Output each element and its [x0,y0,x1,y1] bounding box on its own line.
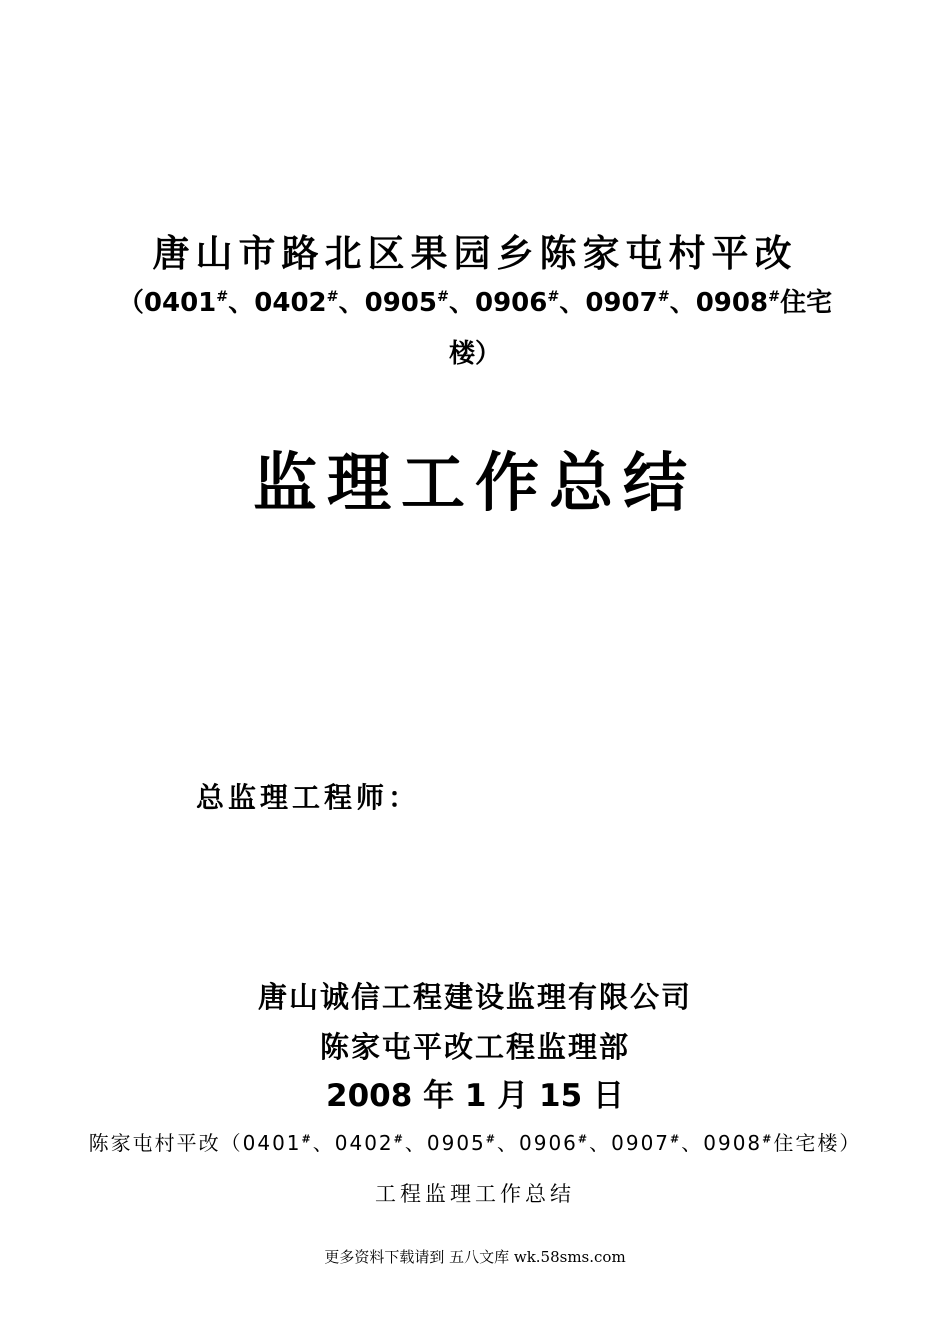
superscript-mark: # [547,289,560,305]
footer-note: 更多资料下载请到 五八文库 wk.58sms.com [324,1248,626,1266]
superscript-mark: # [393,1132,405,1146]
text-segment: 、0906 [497,1131,578,1155]
superscript-mark: # [768,289,781,305]
text-segment: 住宅楼） [773,1131,862,1155]
main-title: 监理工作总结 [253,447,697,521]
superscript-mark: # [301,1132,313,1146]
project-title-line2 [0,282,950,319]
superscript-mark: # [762,1132,774,1146]
text-segment: （0401 [117,288,217,318]
text-segment: 住宅 [780,288,833,318]
section-title-line1 [0,1127,950,1156]
text-segment: 、0402 [312,1131,394,1155]
chief-engineer-label: 总监理工程师： [196,781,421,814]
superscript-mark: # [577,1132,590,1146]
text-segment: 、0402 [228,288,327,318]
company-name: 唐山诚信工程建设监理有限公司 [257,980,692,1014]
document-date: 2008 年 1 月 15 日 [326,1078,624,1114]
superscript-mark: # [670,1132,682,1146]
text-segment: 、0908 [681,1131,763,1155]
superscript-mark: # [657,289,670,305]
text-segment: 、0907 [559,288,658,318]
superscript-mark: # [437,289,449,305]
text-segment: 、0907 [589,1131,671,1155]
project-title-line1: 唐山市路北区果园乡陈家屯村平改 [152,232,798,275]
superscript-mark: # [485,1132,497,1146]
superscript-mark: # [216,289,229,305]
text-segment: 陈家屯村平改（0401 [88,1131,302,1155]
text-segment: 、0908 [669,288,769,318]
superscript-mark: # [326,289,339,305]
text-segment: 、0906 [448,288,548,318]
text-segment: 、0905 [338,288,437,318]
project-title-line3: 楼） [448,339,501,369]
text-segment: 、0905 [404,1131,486,1155]
department-name: 陈家屯平改工程监理部 [319,1030,630,1064]
section-title-line2: 工程监理工作总结 [375,1182,575,1206]
